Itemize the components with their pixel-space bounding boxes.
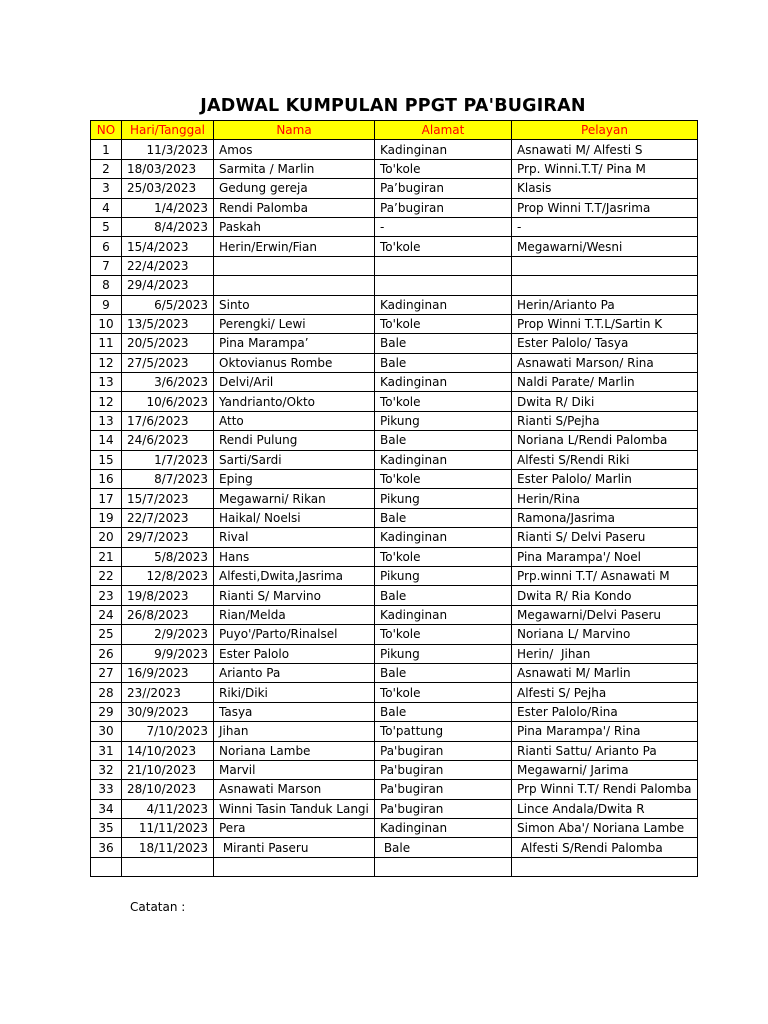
- cell-nama: Arianto Pa: [214, 663, 375, 682]
- cell-alamat: To'kole: [375, 159, 512, 178]
- cell-no: 13: [91, 411, 122, 430]
- cell-no: 12: [91, 392, 122, 411]
- cell-no: 33: [91, 780, 122, 799]
- cell-alamat: [375, 276, 512, 295]
- cell-pelayan: Herin/ Jihan: [512, 644, 698, 663]
- schedule-table: [90, 120, 698, 877]
- cell-nama: Rendi Palomba: [214, 198, 375, 217]
- cell-pelayan: Naldi Parate/ Marlin: [512, 373, 698, 392]
- table-row: [91, 198, 698, 217]
- cell-alamat: To'kole: [375, 314, 512, 333]
- table-row: [91, 799, 698, 818]
- table-row: [91, 256, 698, 275]
- cell-tanggal: 8/4/2023: [122, 217, 214, 236]
- cell-alamat: Bale: [375, 353, 512, 372]
- cell-alamat: Kadinginan: [375, 450, 512, 469]
- cell-tanggal: 25/03/2023: [122, 179, 214, 198]
- table-row: [91, 702, 698, 721]
- table-row: [91, 159, 698, 178]
- cell-nama: Marvil: [214, 760, 375, 779]
- cell-pelayan: Rianti Sattu/ Arianto Pa: [512, 741, 698, 760]
- header-tanggal: Hari/Tanggal: [122, 121, 214, 140]
- cell-tanggal: [122, 857, 214, 876]
- cell-no: 19: [91, 508, 122, 527]
- cell-nama: Megawarni/ Rikan: [214, 489, 375, 508]
- cell-alamat: -: [375, 217, 512, 236]
- table-row: [91, 276, 698, 295]
- cell-nama: Ester Palolo: [214, 644, 375, 663]
- cell-alamat: Kadinginan: [375, 819, 512, 838]
- cell-no: 23: [91, 586, 122, 605]
- table-row: [91, 547, 698, 566]
- table-row: [91, 741, 698, 760]
- cell-no: 13: [91, 373, 122, 392]
- table-row: [91, 644, 698, 663]
- cell-pelayan: Asnawati Marson/ Rina: [512, 353, 698, 372]
- cell-tanggal: 24/6/2023: [122, 431, 214, 450]
- cell-no: 36: [91, 838, 122, 857]
- cell-alamat: To'kole: [375, 547, 512, 566]
- cell-alamat: Bale: [375, 508, 512, 527]
- cell-no: 20: [91, 528, 122, 547]
- cell-alamat: Bale: [375, 838, 512, 857]
- table-row: [91, 857, 698, 876]
- cell-pelayan: Ester Palolo/ Tasya: [512, 334, 698, 353]
- cell-tanggal: 13/5/2023: [122, 314, 214, 333]
- cell-no: 1: [91, 140, 122, 159]
- cell-no: 17: [91, 489, 122, 508]
- cell-no: 9: [91, 295, 122, 314]
- table-row: [91, 295, 698, 314]
- cell-tanggal: 29/4/2023: [122, 276, 214, 295]
- cell-alamat: Kadinginan: [375, 295, 512, 314]
- cell-tanggal: 21/10/2023: [122, 760, 214, 779]
- cell-alamat: Bale: [375, 334, 512, 353]
- cell-tanggal: 7/10/2023: [122, 722, 214, 741]
- cell-tanggal: 22/7/2023: [122, 508, 214, 527]
- cell-nama: Rianti S/ Marvino: [214, 586, 375, 605]
- table-row: [91, 411, 698, 430]
- cell-pelayan: Prp Winni T.T/ Rendi Palomba: [512, 780, 698, 799]
- table-row: [91, 566, 698, 585]
- cell-nama: Sinto: [214, 295, 375, 314]
- cell-tanggal: 30/9/2023: [122, 702, 214, 721]
- cell-no: 21: [91, 547, 122, 566]
- cell-alamat: To'kole: [375, 470, 512, 489]
- cell-no: 27: [91, 663, 122, 682]
- table-row: [91, 819, 698, 838]
- cell-nama: Paskah: [214, 217, 375, 236]
- cell-nama: Tasya: [214, 702, 375, 721]
- cell-tanggal: 8/7/2023: [122, 470, 214, 489]
- cell-no: 12: [91, 353, 122, 372]
- cell-pelayan: Asnawati M/ Alfesti S: [512, 140, 698, 159]
- table-row: [91, 838, 698, 857]
- cell-tanggal: 29/7/2023: [122, 528, 214, 547]
- cell-nama: Eping: [214, 470, 375, 489]
- cell-no: 3: [91, 179, 122, 198]
- cell-nama: Miranti Paseru: [214, 838, 375, 857]
- cell-no: 2: [91, 159, 122, 178]
- cell-pelayan: Herin/Arianto Pa: [512, 295, 698, 314]
- cell-no: 26: [91, 644, 122, 663]
- cell-no: 11: [91, 334, 122, 353]
- cell-pelayan: -: [512, 217, 698, 236]
- cell-no: 34: [91, 799, 122, 818]
- cell-tanggal: 20/5/2023: [122, 334, 214, 353]
- cell-no: 8: [91, 276, 122, 295]
- cell-no: 28: [91, 683, 122, 702]
- cell-nama: Rival: [214, 528, 375, 547]
- cell-pelayan: Megawarni/Delvi Paseru: [512, 605, 698, 624]
- cell-alamat: Pa’bugiran: [375, 179, 512, 198]
- cell-no: 6: [91, 237, 122, 256]
- cell-nama: Rian/Melda: [214, 605, 375, 624]
- cell-pelayan: Pina Marampa'/ Noel: [512, 547, 698, 566]
- cell-pelayan: Megawarni/ Jarima: [512, 760, 698, 779]
- cell-pelayan: Herin/Rina: [512, 489, 698, 508]
- cell-tanggal: 17/6/2023: [122, 411, 214, 430]
- cell-nama: Noriana Lambe: [214, 741, 375, 760]
- cell-alamat: Pa'bugiran: [375, 799, 512, 818]
- cell-pelayan: [512, 256, 698, 275]
- cell-pelayan: Asnawati M/ Marlin: [512, 663, 698, 682]
- table-row: [91, 605, 698, 624]
- cell-nama: Amos: [214, 140, 375, 159]
- cell-tanggal: 15/7/2023: [122, 489, 214, 508]
- cell-alamat: Pikung: [375, 411, 512, 430]
- cell-nama: Pera: [214, 819, 375, 838]
- cell-nama: Sarti/Sardi: [214, 450, 375, 469]
- cell-nama: Haikal/ Noelsi: [214, 508, 375, 527]
- cell-nama: Herin/Erwin/Fian: [214, 237, 375, 256]
- cell-no: 31: [91, 741, 122, 760]
- cell-alamat: Pikung: [375, 566, 512, 585]
- cell-no: 24: [91, 605, 122, 624]
- cell-alamat: Bale: [375, 663, 512, 682]
- cell-pelayan: Ester Palolo/Rina: [512, 702, 698, 721]
- cell-pelayan: Alfesti S/Rendi Palomba: [512, 838, 698, 857]
- cell-pelayan: [512, 857, 698, 876]
- cell-alamat: Bale: [375, 702, 512, 721]
- table-row: [91, 663, 698, 682]
- cell-tanggal: 3/6/2023: [122, 373, 214, 392]
- cell-tanggal: 15/4/2023: [122, 237, 214, 256]
- cell-tanggal: 18/11/2023: [122, 838, 214, 857]
- table-row: [91, 528, 698, 547]
- table-row: [91, 450, 698, 469]
- cell-alamat: [375, 256, 512, 275]
- cell-pelayan: [512, 276, 698, 295]
- cell-pelayan: Megawarni/Wesni: [512, 237, 698, 256]
- cell-alamat: Pikung: [375, 644, 512, 663]
- cell-no: 35: [91, 819, 122, 838]
- cell-alamat: To'kole: [375, 683, 512, 702]
- table-row: [91, 431, 698, 450]
- table-row: [91, 392, 698, 411]
- cell-nama: Jihan: [214, 722, 375, 741]
- cell-no: 7: [91, 256, 122, 275]
- header-no: NO: [91, 121, 122, 140]
- cell-nama: Hans: [214, 547, 375, 566]
- table-row: [91, 179, 698, 198]
- cell-pelayan: Rianti S/ Delvi Paseru: [512, 528, 698, 547]
- cell-nama: [214, 256, 375, 275]
- cell-no: 22: [91, 566, 122, 585]
- cell-nama: [214, 276, 375, 295]
- cell-pelayan: Klasis: [512, 179, 698, 198]
- table-row: [91, 353, 698, 372]
- table-row: [91, 140, 698, 159]
- cell-nama: Puyo'/Parto/Rinalsel: [214, 625, 375, 644]
- cell-pelayan: Rianti S/Pejha: [512, 411, 698, 430]
- cell-alamat: Kadinginan: [375, 528, 512, 547]
- cell-pelayan: Lince Andala/Dwita R: [512, 799, 698, 818]
- table-row: [91, 508, 698, 527]
- cell-nama: Sarmita / Marlin: [214, 159, 375, 178]
- cell-tanggal: 23//2023: [122, 683, 214, 702]
- cell-tanggal: 12/8/2023: [122, 566, 214, 585]
- cell-no: 29: [91, 702, 122, 721]
- cell-tanggal: 5/8/2023: [122, 547, 214, 566]
- cell-alamat: Pikung: [375, 489, 512, 508]
- cell-nama: Delvi/Aril: [214, 373, 375, 392]
- cell-nama: Pina Marampa’: [214, 334, 375, 353]
- table-row: [91, 780, 698, 799]
- cell-nama: Oktovianus Rombe: [214, 353, 375, 372]
- cell-alamat: Pa’bugiran: [375, 198, 512, 217]
- cell-tanggal: 28/10/2023: [122, 780, 214, 799]
- table-row: [91, 722, 698, 741]
- cell-alamat: Kadinginan: [375, 605, 512, 624]
- cell-pelayan: Ester Palolo/ Marlin: [512, 470, 698, 489]
- cell-alamat: To'kole: [375, 237, 512, 256]
- cell-tanggal: 6/5/2023: [122, 295, 214, 314]
- cell-alamat: To'pattung: [375, 722, 512, 741]
- cell-no: 15: [91, 450, 122, 469]
- cell-tanggal: 10/6/2023: [122, 392, 214, 411]
- cell-nama: Winni Tasin Tanduk Langi: [214, 799, 375, 818]
- cell-pelayan: Pina Marampa'/ Rina: [512, 722, 698, 741]
- cell-alamat: Kadinginan: [375, 140, 512, 159]
- cell-no: 14: [91, 431, 122, 450]
- cell-alamat: To'kole: [375, 625, 512, 644]
- table-row: [91, 760, 698, 779]
- cell-alamat: Pa'bugiran: [375, 760, 512, 779]
- cell-alamat: To'kole: [375, 392, 512, 411]
- cell-tanggal: 1/4/2023: [122, 198, 214, 217]
- cell-pelayan: Prp. Winni.T.T/ Pina M: [512, 159, 698, 178]
- cell-pelayan: Prp.winni T.T/ Asnawati M: [512, 566, 698, 585]
- cell-tanggal: 18/03/2023: [122, 159, 214, 178]
- cell-pelayan: Noriana L/ Marvino: [512, 625, 698, 644]
- cell-tanggal: 4/11/2023: [122, 799, 214, 818]
- cell-tanggal: 11/11/2023: [122, 819, 214, 838]
- cell-alamat: Pa'bugiran: [375, 741, 512, 760]
- table-row: [91, 489, 698, 508]
- cell-nama: [214, 857, 375, 876]
- note-label: Catatan :: [130, 900, 186, 914]
- cell-pelayan: Ramona/Jasrima: [512, 508, 698, 527]
- cell-no: 4: [91, 198, 122, 217]
- cell-pelayan: Prop Winni T.T.L/Sartin K: [512, 314, 698, 333]
- cell-no: 25: [91, 625, 122, 644]
- cell-tanggal: 1/7/2023: [122, 450, 214, 469]
- cell-no: [91, 857, 122, 876]
- cell-alamat: Bale: [375, 586, 512, 605]
- cell-alamat: Pa'bugiran: [375, 780, 512, 799]
- cell-tanggal: 27/5/2023: [122, 353, 214, 372]
- table-row: [91, 683, 698, 702]
- cell-pelayan: Alfesti S/ Pejha: [512, 683, 698, 702]
- cell-no: 5: [91, 217, 122, 236]
- table-row: [91, 373, 698, 392]
- cell-nama: Rendi Pulung: [214, 431, 375, 450]
- cell-nama: Alfesti,Dwita,Jasrima: [214, 566, 375, 585]
- cell-pelayan: Alfesti S/Rendi Riki: [512, 450, 698, 469]
- cell-alamat: [375, 857, 512, 876]
- table-row: [91, 625, 698, 644]
- cell-no: 32: [91, 760, 122, 779]
- cell-tanggal: 22/4/2023: [122, 256, 214, 275]
- cell-tanggal: 11/3/2023: [122, 140, 214, 159]
- cell-tanggal: 2/9/2023: [122, 625, 214, 644]
- cell-no: 30: [91, 722, 122, 741]
- cell-no: 10: [91, 314, 122, 333]
- cell-tanggal: 19/8/2023: [122, 586, 214, 605]
- cell-pelayan: Prop Winni T.T/Jasrima: [512, 198, 698, 217]
- table-row: [91, 314, 698, 333]
- cell-pelayan: Dwita R/ Diki: [512, 392, 698, 411]
- header-pelayan: Pelayan: [512, 121, 698, 140]
- cell-tanggal: 26/8/2023: [122, 605, 214, 624]
- table-row: [91, 237, 698, 256]
- table-row: [91, 217, 698, 236]
- cell-pelayan: Dwita R/ Ria Kondo: [512, 586, 698, 605]
- cell-tanggal: 9/9/2023: [122, 644, 214, 663]
- header-row: [91, 121, 698, 140]
- table-row: [91, 334, 698, 353]
- cell-pelayan: Simon Aba'/ Noriana Lambe: [512, 819, 698, 838]
- header-nama: Nama: [214, 121, 375, 140]
- header-alamat: Alamat: [375, 121, 512, 140]
- table-row: [91, 586, 698, 605]
- cell-alamat: Kadinginan: [375, 373, 512, 392]
- page-title: JADWAL KUMPULAN PPGT PA'BUGIRAN: [200, 96, 586, 116]
- cell-no: 16: [91, 470, 122, 489]
- cell-tanggal: 16/9/2023: [122, 663, 214, 682]
- cell-nama: Atto: [214, 411, 375, 430]
- cell-nama: Asnawati Marson: [214, 780, 375, 799]
- cell-nama: Gedung gereja: [214, 179, 375, 198]
- cell-alamat: Bale: [375, 431, 512, 450]
- cell-nama: Yandrianto/Okto: [214, 392, 375, 411]
- cell-nama: Perengki/ Lewi: [214, 314, 375, 333]
- cell-nama: Riki/Diki: [214, 683, 375, 702]
- cell-tanggal: 14/10/2023: [122, 741, 214, 760]
- table-row: [91, 470, 698, 489]
- cell-pelayan: Noriana L/Rendi Palomba: [512, 431, 698, 450]
